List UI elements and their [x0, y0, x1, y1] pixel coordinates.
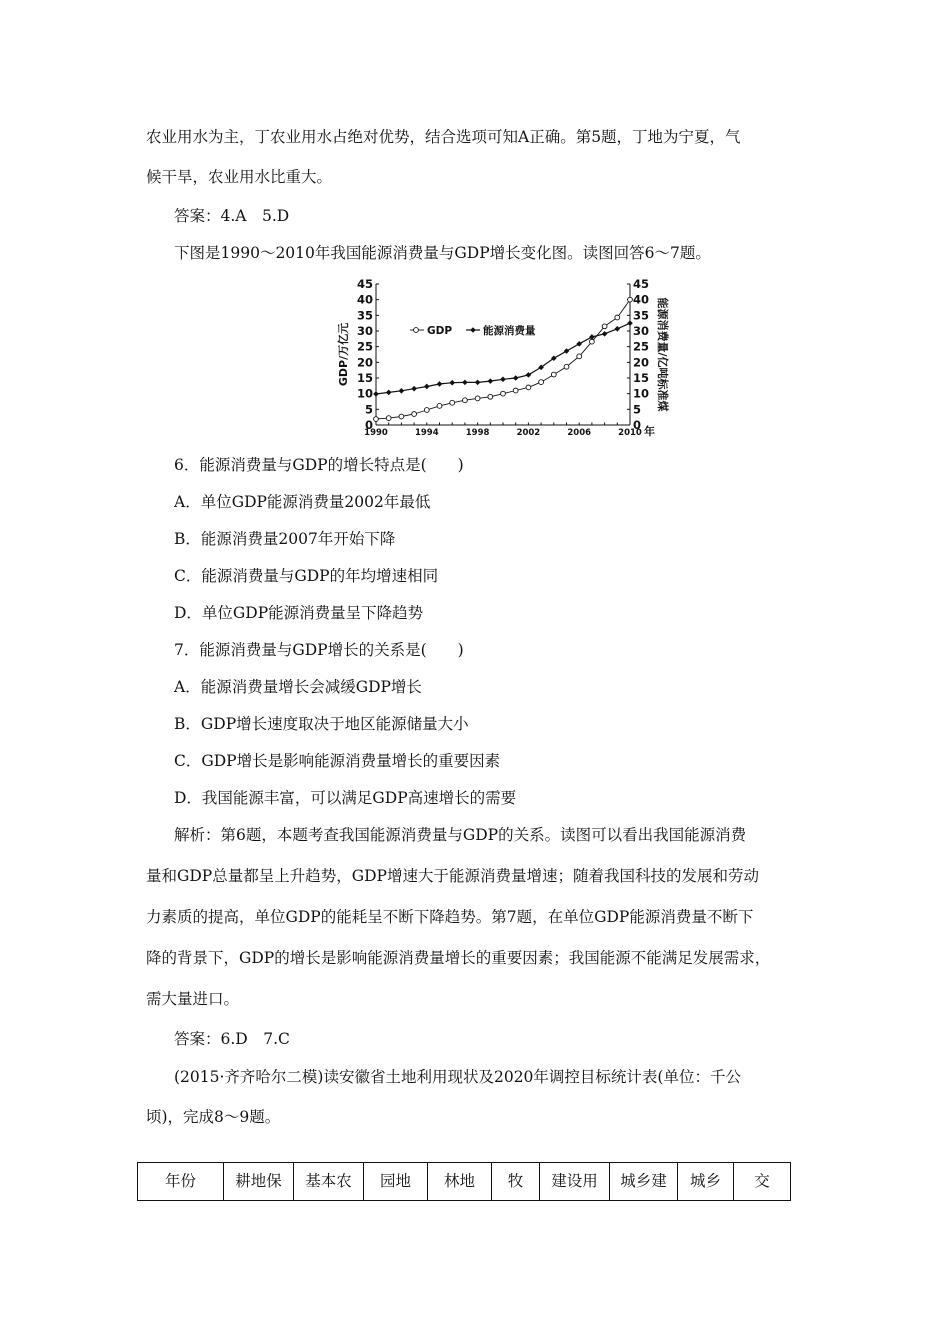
gdp-point: [450, 400, 455, 405]
analysis-line: 解析：第6题，本题考查我国能源消费量与GDP的关系。读图可以看出我国能源消费: [174, 826, 747, 844]
chart-axes: [376, 284, 630, 425]
gdp-point: [399, 414, 404, 419]
energy-point: [462, 380, 468, 386]
energy-point: [627, 320, 633, 326]
gdp-point: [564, 364, 569, 369]
table-header-cell: 交: [734, 1163, 791, 1201]
gdp-point: [374, 417, 379, 422]
energy-point: [526, 372, 532, 378]
land-use-table: [137, 1162, 791, 1201]
legend-gdp-marker: [414, 328, 419, 333]
legend-energy-marker: [470, 327, 476, 333]
question-intro: 下图是1990～2010年我国能源消费量与GDP增长变化图。读图回答6～7题。: [174, 244, 711, 262]
table-header-cell: 城乡建: [610, 1163, 678, 1201]
energy-point: [399, 388, 405, 394]
y-tick-label: 0: [364, 418, 373, 432]
table-header-cell: 建设用: [540, 1163, 610, 1201]
analysis-line: 量和GDP总量都呈上升趋势，GDP增速大于能源消费量增速；随着我国科技的发展和劳动: [146, 867, 759, 885]
x-tick-label: 2006: [567, 428, 592, 438]
energy-point: [386, 390, 392, 396]
question-6-option-b: B．能源消费量2007年开始下降: [174, 530, 396, 548]
gdp-point: [628, 297, 633, 302]
chart-legend: [410, 324, 536, 337]
question-6-stem: 6．能源消费量与GDP的增长特点是( ): [174, 456, 464, 474]
answer-line: 答案：4.A 5.D: [174, 207, 290, 225]
y-tick-label-right: 20: [633, 355, 650, 370]
question-6-option-d: D．单位GDP能源消费量呈下降趋势: [174, 604, 424, 622]
y-tick-label-right: 45: [633, 277, 650, 291]
question-6-option-a: A．单位GDP能源消费量2002年最低: [174, 493, 431, 511]
question-7-stem: 7．能源消费量与GDP增长的关系是( ): [174, 641, 464, 659]
chart-ticks: [336, 277, 670, 438]
y-tick-label: 15: [356, 371, 373, 385]
table-header-cell: 基本农: [294, 1163, 364, 1201]
gdp-point: [488, 394, 493, 399]
gdp-point: [526, 385, 531, 390]
gdp-point: [501, 391, 506, 396]
table-header-row: [138, 1163, 791, 1201]
y-tick-label-right: 5: [633, 402, 642, 417]
x-tick-label: 1998: [465, 428, 490, 438]
table-header-cell: 园地: [364, 1163, 428, 1201]
gdp-point: [602, 324, 607, 329]
y-tick-label-right: 30: [633, 324, 650, 338]
gdp-point: [590, 339, 595, 344]
analysis-line: 力素质的提高，单位GDP的能耗呈不断下降趋势。第7题，在单位GDP能源消费量不断下: [146, 908, 754, 926]
energy-point: [411, 386, 417, 392]
question-6-option-c: C．能源消费量与GDP的年均增速相同: [174, 567, 439, 585]
energy-point: [615, 326, 621, 332]
gdp-point: [463, 398, 468, 403]
gdp-point: [577, 354, 582, 359]
x-tick-label: 1990: [364, 428, 388, 438]
table-header-cell: 年份: [138, 1163, 224, 1201]
question-7-option-d: D．我国能源丰富，可以满足GDP高速增长的需要: [174, 789, 517, 807]
gdp-point: [513, 388, 518, 393]
gdp-point: [424, 408, 429, 413]
table-header-cell: 林地: [428, 1163, 492, 1201]
energy-point: [576, 341, 582, 347]
energy-point: [488, 378, 494, 384]
y-tick-label: 5: [364, 402, 373, 417]
gdp-point: [412, 412, 417, 417]
table-header-cell: 城乡: [678, 1163, 734, 1201]
paragraph-line: 候干旱，农业用水比重大。: [146, 168, 333, 186]
question-7-option-b: B．GDP增长速度取决于地区能源储量大小: [174, 715, 469, 733]
analysis-line: 降的背景下，GDP的增长是影响能源消费量增长的重要因素；我国能源不能满足发展需求，: [146, 949, 771, 967]
legend-gdp-label: GDP: [427, 325, 453, 337]
chart-series: [373, 297, 633, 421]
y-tick-label: 40: [356, 292, 373, 307]
table-header-cell: 耕地保: [224, 1163, 294, 1201]
energy-point: [424, 384, 430, 390]
y-tick-label-right: 35: [633, 308, 650, 323]
gdp-point: [539, 380, 544, 385]
question-intro: (2015·齐齐哈尔二模)读安徽省土地利用现状及2020年调控目标统计表(单位：千公: [174, 1068, 741, 1086]
question-7-option-c: C．GDP增长是影响能源消费量增长的重要因素: [174, 752, 501, 770]
y-axis-title: GDP/万亿元: [337, 322, 350, 387]
y-tick-label-right: 0: [633, 418, 642, 432]
energy-point: [500, 376, 506, 382]
y-tick-label: 30: [356, 324, 373, 338]
energy-gdp-chart: [334, 272, 669, 442]
energy-point: [449, 380, 455, 386]
y-axis-title-right: 能源消费量/亿吨标准煤: [656, 297, 669, 412]
y-tick-label-right: 40: [633, 292, 650, 307]
gdp-point: [386, 416, 391, 421]
energy-point: [564, 348, 570, 354]
answer-line: 答案：6.D 7.C: [174, 1030, 290, 1048]
y-tick-label: 25: [356, 339, 373, 354]
paragraph-line: 农业用水为主，丁农业用水占绝对优势，结合选项可知A正确。第5题，丁地为宁夏，气: [146, 128, 741, 146]
table-header-cell: 牧: [492, 1163, 540, 1201]
y-tick-label: 35: [356, 308, 373, 323]
question-7-option-a: A．能源消费量增长会减缓GDP增长: [174, 678, 422, 696]
y-tick-label-right: 25: [633, 339, 650, 354]
gdp-point: [437, 403, 442, 408]
x-axis-unit: 年: [644, 425, 655, 438]
y-tick-label: 10: [356, 386, 373, 401]
energy-point: [602, 331, 608, 337]
gdp-point: [615, 315, 620, 320]
x-tick-label: 2002: [516, 428, 541, 438]
energy-point: [373, 391, 379, 397]
y-tick-label-right: 15: [633, 371, 650, 385]
gdp-point: [551, 372, 556, 377]
energy-point: [437, 381, 443, 387]
legend-energy-label: 能源消费量: [483, 325, 536, 337]
question-intro: 顷)，完成8～9题。: [146, 1108, 281, 1126]
gdp-point: [475, 396, 480, 401]
x-tick-label: 1994: [414, 428, 439, 438]
energy-point: [513, 375, 519, 381]
series-line-gdp: [376, 300, 630, 419]
y-tick-label: 45: [356, 277, 373, 291]
y-tick-label-right: 10: [633, 386, 650, 401]
energy-point: [475, 380, 481, 386]
analysis-line: 需大量进口。: [146, 990, 240, 1008]
x-tick-label: 2010: [618, 428, 642, 438]
y-tick-label: 20: [356, 355, 373, 370]
